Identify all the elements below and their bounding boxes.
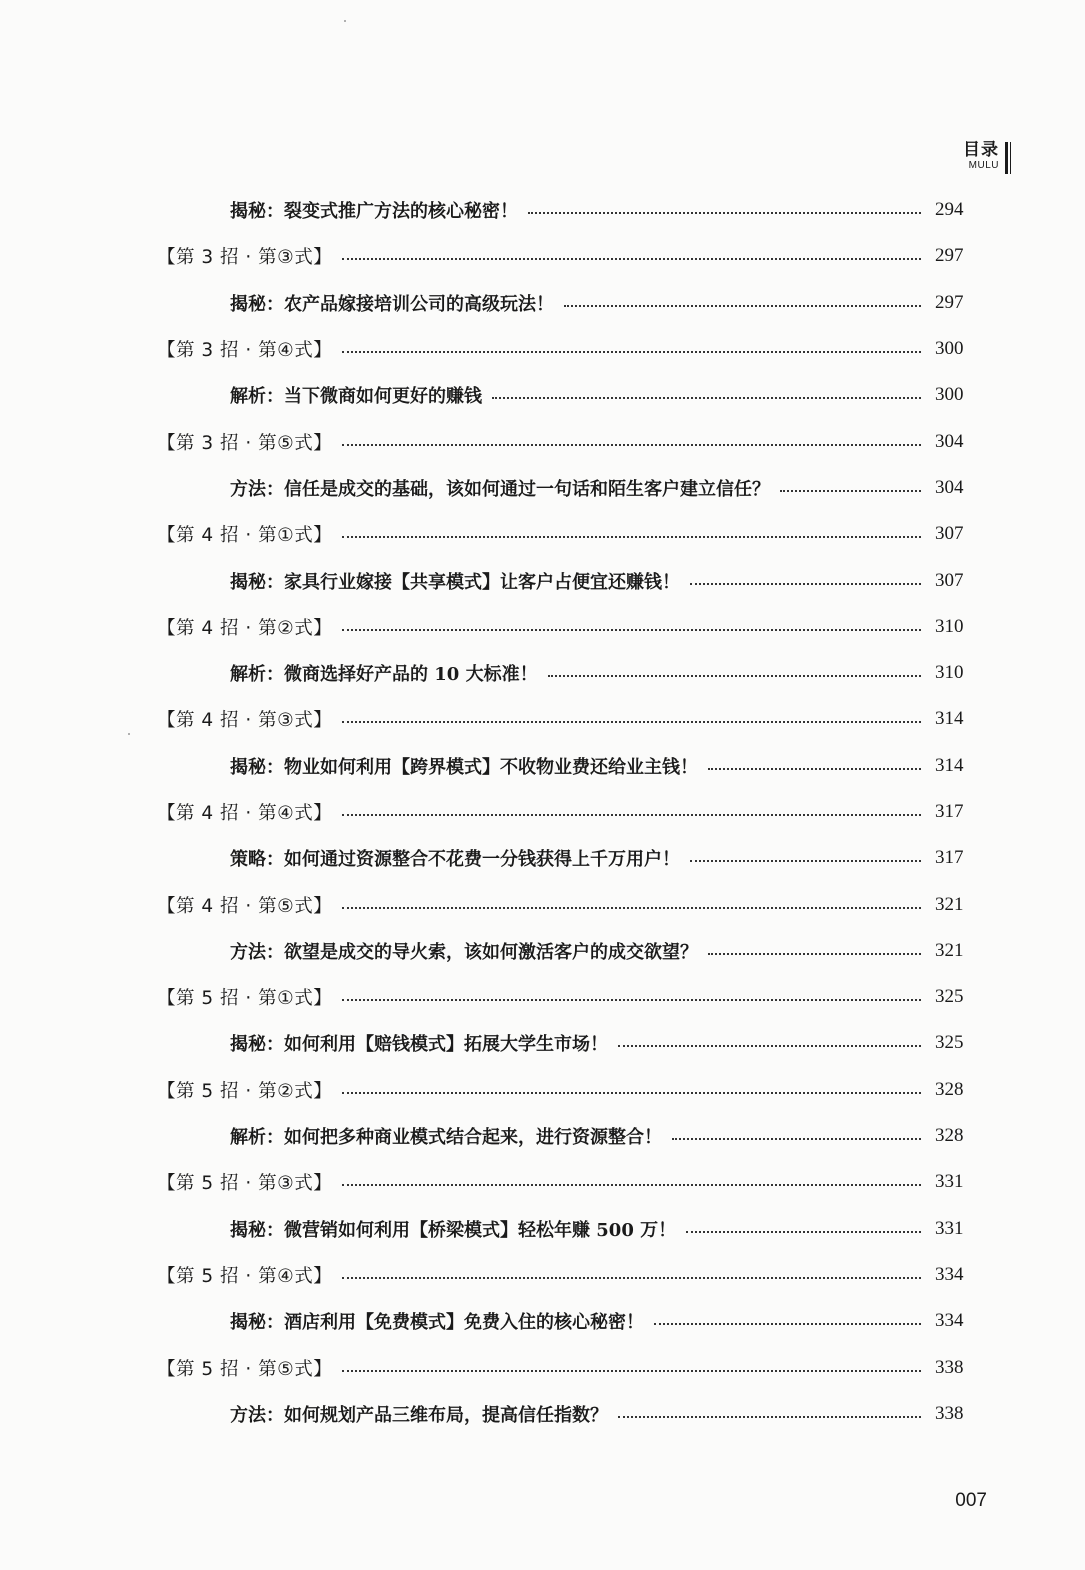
dot-leader — [342, 1277, 921, 1279]
toc-section-row — [0, 1206, 1085, 1252]
toc-chapter-row — [0, 974, 1085, 1020]
dot-leader — [342, 721, 921, 723]
page-ref: 321 — [935, 939, 964, 961]
page-ref-cell — [935, 1218, 999, 1240]
section-title: 揭秘：物业如何利用【跨界模式】不收物业费还给业主钱！ — [230, 756, 698, 778]
page-ref: 328 — [935, 1125, 964, 1147]
page-ref: 338 — [935, 1402, 964, 1424]
toc-chapter-row — [0, 326, 1085, 372]
toc-chapter-row — [0, 881, 1085, 927]
page-number: 007 — [955, 1490, 987, 1511]
section-title: 解析：如何把多种商业模式结合起来，进行资源整合！ — [230, 1127, 662, 1149]
section-title: 揭秘：如何利用【赔钱模式】拓展大学生市场！ — [230, 1034, 608, 1056]
page-ref-cell — [935, 431, 999, 453]
chapter-heading: 【第 4 招 · 第③式】 — [157, 710, 333, 732]
dot-leader — [342, 444, 921, 446]
chapter-heading: 【第 3 招 · 第⑤式】 — [157, 432, 333, 454]
chapter-heading: 【第 5 招 · 第④式】 — [157, 1265, 333, 1287]
toc-chapter-row — [0, 604, 1085, 650]
section-title: 方法：欲望是成交的导火索，该如何激活客户的成交欲望？ — [230, 941, 698, 963]
scan-speck — [344, 20, 346, 22]
section-title: 揭秘：微营销如何利用【桥梁模式】轻松年赚 500 万！ — [230, 1219, 677, 1241]
page-ref-cell — [935, 1171, 999, 1193]
table-of-contents — [0, 187, 1085, 1437]
section-title: 策略：如何通过资源整合不花费一分钱获得上千万用户！ — [230, 849, 680, 871]
chapter-heading: 【第 4 招 · 第④式】 — [157, 803, 333, 824]
section-title: 解析：当下微商如何更好的赚钱 — [230, 386, 482, 408]
page-ref-cell — [935, 1032, 999, 1054]
page-ref: 297 — [935, 245, 964, 267]
toc-section-row — [0, 187, 1085, 233]
section-title: 方法：如何规划产品三维布局，提高信任指数？ — [230, 1404, 608, 1426]
page-ref: 314 — [935, 754, 964, 776]
dot-leader — [528, 212, 921, 214]
page-ref-cell — [935, 940, 999, 962]
toc-section-row — [0, 280, 1085, 326]
toc-chapter-row — [0, 1344, 1085, 1390]
dot-leader — [654, 1323, 921, 1325]
page-ref-cell — [935, 477, 999, 499]
section-title: 揭秘：酒店利用【免费模式】免费入住的核心秘密！ — [230, 1312, 644, 1334]
dot-leader — [342, 258, 921, 260]
running-header — [963, 140, 999, 172]
section-title: 揭秘：家具行业嫁接【共享模式】让客户占便宜还赚钱！ — [230, 571, 680, 593]
page-ref: 304 — [935, 430, 964, 452]
toc-section-row — [0, 928, 1085, 974]
dot-leader — [342, 1370, 921, 1372]
page-ref: 317 — [935, 847, 964, 869]
toc-chapter-row — [0, 1159, 1085, 1205]
page-ref-cell — [935, 894, 999, 916]
toc-section-row — [0, 1020, 1085, 1066]
dot-leader — [342, 1184, 921, 1186]
toc-chapter-row — [0, 696, 1085, 742]
page-ref-cell — [935, 1079, 999, 1101]
toc-section-row — [0, 1113, 1085, 1159]
chapter-heading: 【第 4 招 · 第②式】 — [157, 617, 333, 639]
chapter-heading: 【第 3 招 · 第③式】 — [157, 247, 333, 269]
dot-leader — [342, 814, 921, 816]
page-ref: 294 — [935, 199, 964, 221]
page-ref-cell — [935, 755, 999, 777]
chapter-heading: 【第 5 招 · 第③式】 — [157, 1173, 333, 1195]
toc-section-row — [0, 1298, 1085, 1344]
page-ref-cell — [935, 708, 999, 730]
page-ref: 300 — [935, 384, 964, 406]
page-ref: 304 — [935, 476, 964, 498]
page-ref-cell — [935, 292, 999, 314]
page-ref: 325 — [935, 986, 964, 1008]
dot-leader — [564, 305, 921, 307]
page-ref-cell — [935, 338, 999, 360]
page-ref: 331 — [935, 1171, 964, 1193]
dot-leader — [690, 860, 921, 862]
page-ref-cell — [935, 801, 999, 823]
page-ref: 307 — [935, 523, 964, 545]
toc-section-row — [0, 835, 1085, 881]
dot-leader — [342, 351, 921, 353]
section-title: 方法：信任是成交的基础，该如何通过一句话和陌生客户建立信任？ — [230, 478, 770, 500]
toc-section-row — [0, 650, 1085, 696]
page-ref-cell — [935, 570, 999, 592]
page-ref: 325 — [935, 1032, 964, 1054]
toc-chapter-row — [0, 511, 1085, 557]
page-ref: 310 — [935, 662, 964, 684]
toc-chapter-row — [0, 789, 1085, 835]
toc-section-row — [0, 1391, 1085, 1437]
page-ref: 331 — [935, 1217, 964, 1239]
dot-leader — [618, 1416, 921, 1418]
page-ref-cell — [935, 1264, 999, 1286]
page-ref: 297 — [935, 291, 964, 313]
chapter-heading: 【第 4 招 · 第①式】 — [157, 525, 333, 547]
dot-leader — [686, 1231, 921, 1233]
dot-leader — [618, 1045, 921, 1047]
page-ref-cell — [935, 986, 999, 1008]
dot-leader — [342, 999, 921, 1001]
dot-leader — [708, 768, 921, 770]
dot-leader — [342, 536, 921, 538]
chapter-heading: 【第 5 招 · 第⑤式】 — [157, 1358, 333, 1380]
toc-section-row — [0, 743, 1085, 789]
toc-chapter-row — [0, 1252, 1085, 1298]
toc-section-row — [0, 465, 1085, 511]
page-ref-cell — [935, 245, 999, 267]
chapter-heading: 【第 4 招 · 第⑤式】 — [157, 895, 333, 917]
page-ref-cell — [935, 384, 999, 406]
page-ref: 314 — [935, 708, 964, 730]
toc-section-row — [0, 557, 1085, 603]
chapter-heading: 【第 3 招 · 第④式】 — [157, 340, 333, 362]
section-title: 揭秘：农产品嫁接培训公司的高级玩法！ — [230, 293, 554, 315]
page-ref-cell — [935, 1310, 999, 1332]
page-ref: 300 — [935, 338, 964, 360]
header-rule-bars — [1005, 142, 1013, 174]
page-ref-cell — [935, 1403, 999, 1425]
page-ref: 338 — [935, 1356, 964, 1378]
dot-leader — [690, 583, 921, 585]
page-ref: 321 — [935, 893, 964, 915]
toc-chapter-row — [0, 233, 1085, 279]
page-ref: 334 — [935, 1310, 964, 1332]
page-ref: 317 — [935, 801, 964, 822]
page-ref: 310 — [935, 615, 964, 637]
toc-chapter-row — [0, 1067, 1085, 1113]
dot-leader — [672, 1138, 921, 1140]
toc-section-row — [0, 372, 1085, 418]
page-ref: 328 — [935, 1078, 964, 1100]
page-ref-cell — [935, 616, 999, 638]
dot-leader — [492, 397, 921, 399]
dot-leader — [548, 675, 921, 677]
page-ref-cell — [935, 662, 999, 684]
page-ref-cell — [935, 1125, 999, 1147]
page-ref: 307 — [935, 569, 964, 591]
dot-leader — [780, 490, 921, 492]
section-title: 解析：微商选择好产品的 10 大标准！ — [230, 664, 538, 686]
page-ref-cell — [935, 1357, 999, 1379]
chapter-heading: 【第 5 招 · 第②式】 — [157, 1080, 333, 1102]
dot-leader — [342, 907, 921, 909]
page-ref-cell — [935, 523, 999, 545]
dot-leader — [342, 629, 921, 631]
header-subtitle: MULU — [968, 160, 999, 171]
page-ref: 334 — [935, 1263, 964, 1285]
section-title: 揭秘：裂变式推广方法的核心秘密！ — [230, 201, 518, 223]
dot-leader — [708, 953, 921, 955]
chapter-heading: 【第 5 招 · 第①式】 — [157, 988, 333, 1010]
scan-speck — [128, 733, 130, 735]
dot-leader — [342, 1092, 921, 1094]
page-ref-cell — [935, 199, 999, 221]
page-ref-cell — [935, 847, 999, 869]
toc-chapter-row — [0, 418, 1085, 464]
header-title: 目录 — [963, 140, 999, 160]
